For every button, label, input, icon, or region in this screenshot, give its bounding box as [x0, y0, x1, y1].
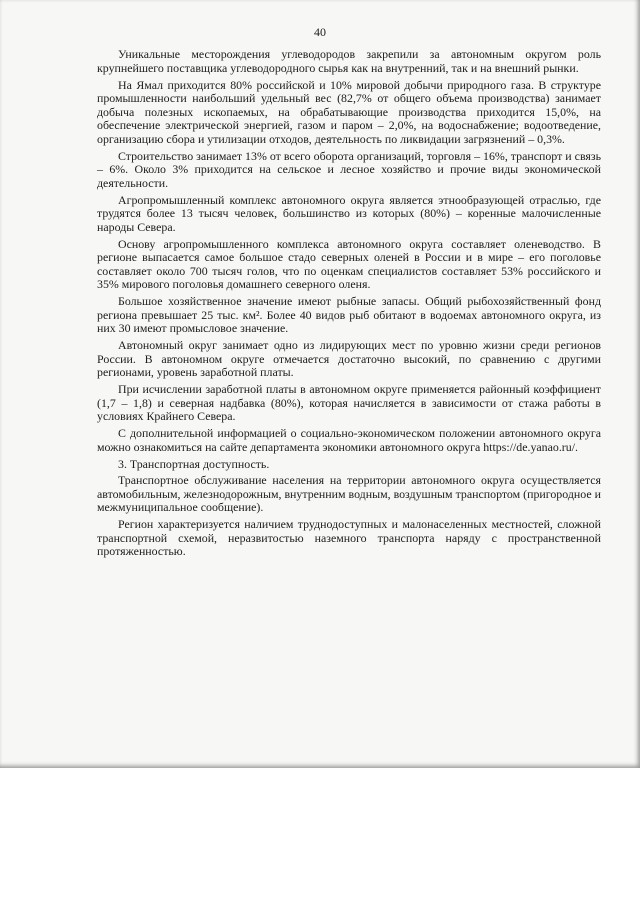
- blank-area: [0, 768, 640, 905]
- paragraph-gas-production: На Ямал приходится 80% российской и 10% мировой добычи природного газа. В структуре промышленности наибольший удельный вес (82,7% от общего объема производства) занимает добыча полезных ископаемых, на обрабатывающие производства приходится 15,0%, на обеспечение электрической энергией, газом и паром – 2,0%, на водоснабжение; водоотведение, организацию сбора и утилизации отходов, деятельность по ликвидации загрязнений – 0,3%.: [97, 77, 601, 146]
- paragraph-agro-complex: Агропромышленный комплекс автономного округа является этнообразующей отраслью, где трудятся более 13 тысяч человек, большинство из которых (80%) – коренные малочисленные народы Севера.: [97, 192, 601, 234]
- section-heading-transport: 3. Транспортная доступность.: [118, 456, 270, 471]
- paragraph-fish-resources: Большое хозяйственное значение имеют рыбные запасы. Общий рыбохозяйственный фонд региона превышает 25 тыс. км². Более 40 видов рыб обитают в водоемах автономного округа, из них 30 имеют промысловое значение.: [97, 294, 601, 335]
- paragraph-hydrocarbon-deposits: Уникальные месторождения углеводородов закрепили за автономным округом роль крупнейшего поставщика углеводородного сырья как на внутренний, так и на внешний рынки.: [97, 47, 601, 75]
- paragraph-transport-service: Транспортное обслуживание населения на территории автономного округа осуществляется автомобильным, железнодорожным, внутренним водным, воздушным транспортом (пригородное и межмуниципальное сообщение).: [97, 473, 601, 514]
- paragraph-economy-website: С дополнительной информацией о социально-экономическом положении автономного округа можно ознакомиться на сайте департамента экономики автономного округа https://de.yanao.ru/.: [97, 426, 601, 454]
- paragraph-construction-trade: Строительство занимает 13% от всего оборота организаций, торговля – 16%, транспорт и связь – 6%. Около 3% приходится на сельское и лесное хозяйство и прочие виды экономической деятельности.: [97, 148, 601, 190]
- paragraph-reindeer-herding: Основу агропромышленного комплекса автономного округа составляет оленеводство. В регионе выпасается самое большое стадо северных оленей в России и в мире – его поголовье составляет около 700 тысяч голов, что по оценкам специалистов составляет 53% российского и 35% мирового поголовья домашнего северного оленя.: [97, 236, 601, 291]
- paragraph-living-standard: Автономный округ занимает одно из лидирующих мест по уровню жизни среди регионов России. В автономном округе отмечается достаточно высокий, по сравнению с другими регионами, уровень заработной платы.: [97, 338, 601, 379]
- paragraph-transport-scheme: Регион характеризуется наличием труднодоступных и малонаселенных местностей, сложной транспортной схемой, неразвитостью наземного транспорта наряду с пространственной протяженностью.: [97, 517, 601, 558]
- paragraph-wage-coefficient: При исчислении заработной платы в автономном округе применяется районный коэффициент (1,7 – 1,8) и северная надбавка (80%), которая начисляется в зависимости от стажа работы в условиях Крайнего Севера.: [97, 382, 601, 423]
- document-body: [97, 48, 601, 562]
- page-number: 40: [314, 25, 326, 39]
